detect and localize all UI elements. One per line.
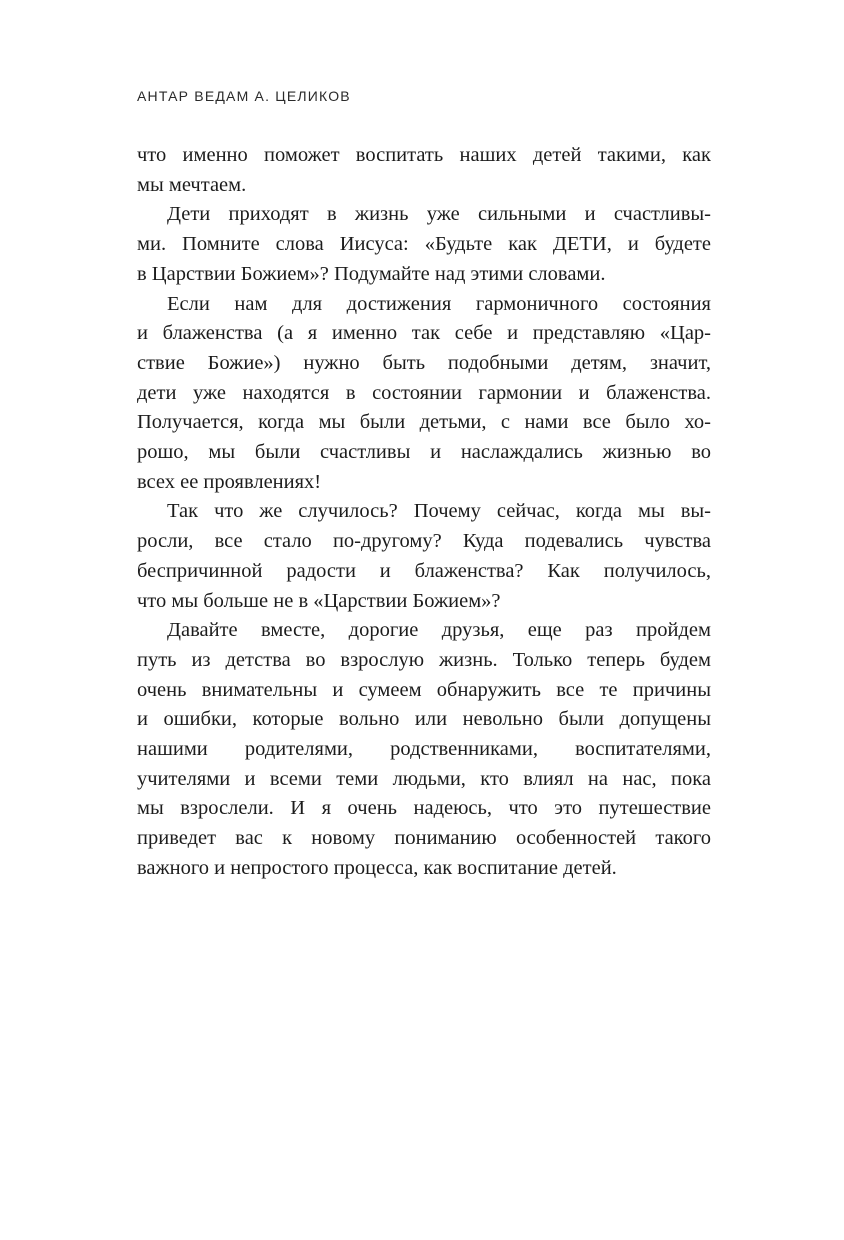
text-line: Давайте вместе, дорогие друзья, еще раз пройдем: [167, 619, 711, 642]
text-line: беспричинной радости и блаженства? Как получилось,: [137, 559, 711, 582]
paragraph: [137, 141, 711, 200]
text-line: рошо, мы были счастливы и наслаждались жизнью во: [137, 441, 711, 464]
text-line: мы взрослели. И я очень надеюсь, что это путешествие: [137, 797, 711, 820]
paragraph: [137, 200, 711, 289]
text-line: всех ее проявлениях!: [137, 470, 322, 493]
text-line: нашими родителями, родственниками, воспитателями,: [137, 738, 711, 761]
text-line: ми. Помните слова Иисуса: «Будьте как ДЕТИ, и будете: [137, 233, 711, 256]
text-line: очень внимательны и сумеем обнаружить все те причины: [137, 678, 711, 701]
text-line: Если нам для достижения гармоничного состояния: [167, 292, 711, 315]
text-line: важного и непростого процесса, как воспитание детей.: [137, 856, 617, 879]
text-line: Получается, когда мы были детьми, с нами все было хо-: [137, 411, 711, 434]
text-line: и ошибки, которые вольно или невольно были допущены: [137, 708, 711, 731]
text-line: учителями и всеми теми людьми, кто влиял на нас, пока: [137, 767, 711, 790]
body-text: [137, 141, 711, 884]
text-line: ствие Божие») нужно быть подобными детям, значит,: [137, 351, 711, 374]
paragraph: [137, 616, 711, 883]
text-line: путь из детства во взрослую жизнь. Только теперь будем: [137, 648, 711, 671]
running-head: АНТАР ВЕДАМ А. ЦЕЛИКОВ: [137, 88, 351, 104]
text-line: что именно поможет воспитать наших детей такими, как: [137, 144, 711, 166]
text-line: в Царствии Божием»? Подумайте над этими словами.: [137, 262, 606, 285]
text-line: Так что же случилось? Почему сейчас, когда мы вы-: [167, 500, 711, 523]
text-line: дети уже находятся в состоянии гармонии и блаженства.: [137, 381, 711, 404]
text-line: что мы больше не в «Царствии Божием»?: [137, 589, 501, 612]
paragraph: [137, 497, 711, 616]
text-line: приведет вас к новому пониманию особенностей такого: [137, 827, 711, 850]
paragraph: [137, 290, 711, 498]
text-line: Дети приходят в жизнь уже сильными и счастливы-: [167, 203, 711, 226]
text-line: росли, все стало по-другому? Куда подевались чувства: [137, 530, 711, 553]
text-line: мы мечтаем.: [137, 173, 247, 196]
text-line: и блаженства (а я именно так себе и представляю «Цар-: [137, 322, 711, 345]
